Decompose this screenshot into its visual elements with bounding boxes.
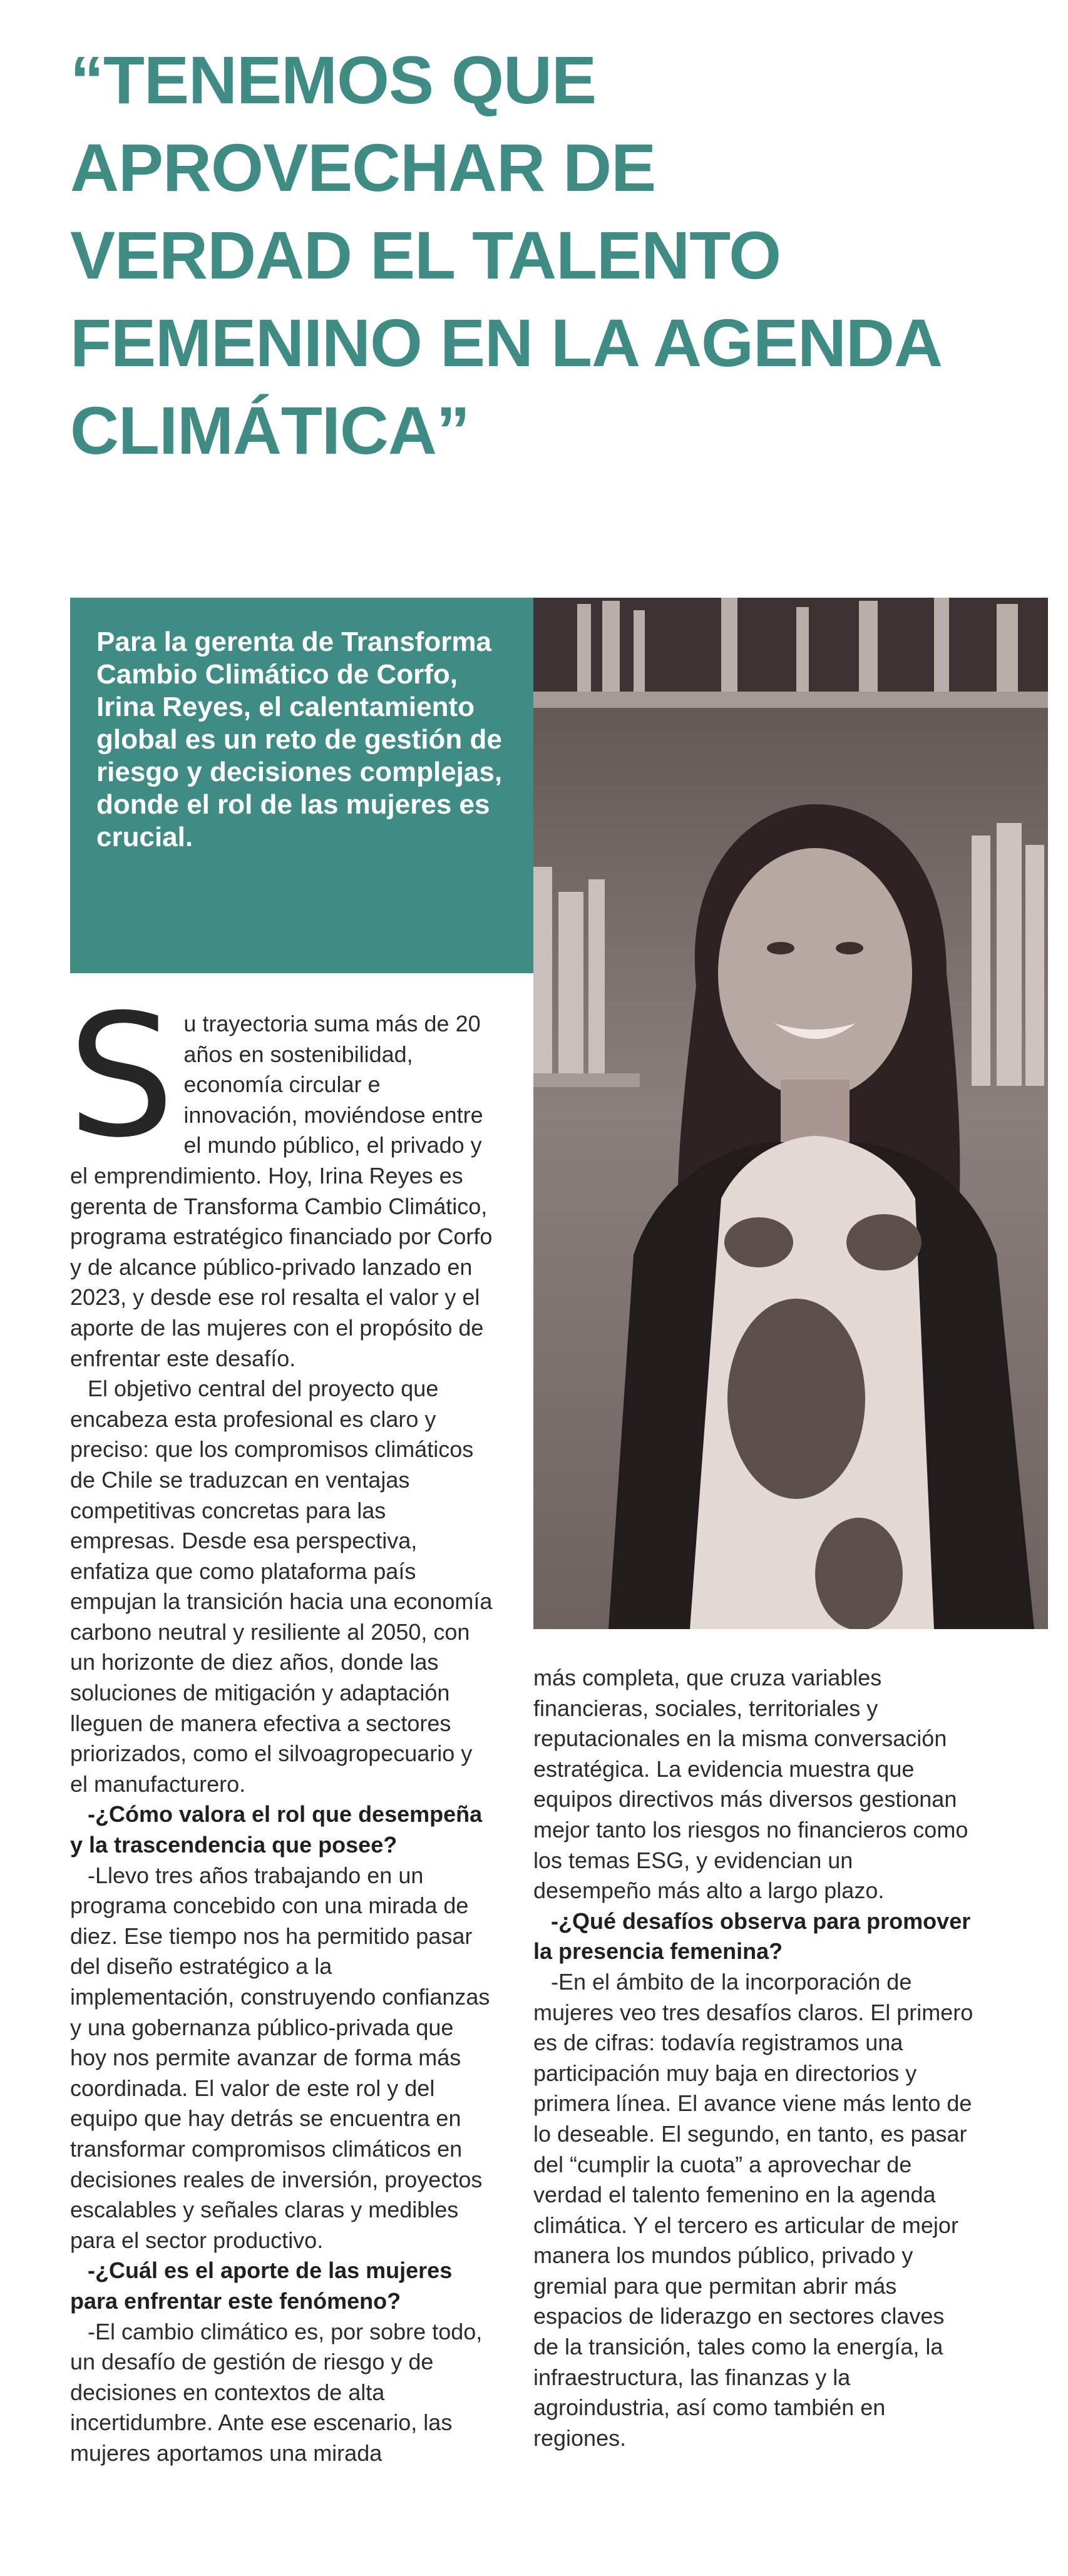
headline-line: VERDAD EL TALENTO <box>70 217 781 293</box>
interview-question: -¿Cuál es el aporte de las mujeres para enfrentar este fenómeno? <box>70 2257 453 2314</box>
interview-answer-continued: más completa, que cruza variables financieras, sociales, territoriales y reputacionales en la misma conversación estratégica. La evidencia muestra que equipos directivos más diversos gestionan mejor tanto los riesgos no financieros como los temas ESG, y evidencian un desempeño más alto a largo plazo. <box>533 1665 968 1904</box>
interview-answer: -Llevo tres años trabajando en un programa concebido con una mirada de diez. Ese tiempo nos ha permitido pasar del diseño estratégico a la implementación, construyendo confianzas y una gobernanza público-privada que hoy nos permite avanzar de forma más coordinada. El valor de este rol y del equipo que hay detrás se encuentra en transformar compromisos climáticos en decisiones reales de inversión, proyectos escalables y señales claras y medibles para el sector productivo. <box>70 1862 490 2253</box>
interview-question: -¿Cómo valora el rol que desempeña y la trascendencia que posee? <box>70 1801 483 1858</box>
portrait-illustration <box>533 598 1048 1629</box>
drop-cap: S <box>68 978 175 1175</box>
interview-answer: -En el ámbito de la incorporación de mujeres veo tres desafíos claros. El primero es de cifras: todavía registramos una participación muy baja en directorios y primera línea. El avance viene más lento de lo deseable. El segundo, en tanto, es pasar del “cumplir la cuota” a aprovechar de verdad el talento femenino en la agenda climática. Y el tercero es articular de mejor manera los mundos público, privado y gremial para que permitan abrir más espacios de liderazgo en sectores claves de la transición, tales como la energía, la infraestructura, las finanzas y la agroindustria, así como también en regiones. <box>533 1968 973 2451</box>
headline-line: FEMENINO EN LA AGENDA <box>70 305 943 381</box>
headline-line: APROVECHAR DE <box>70 130 656 205</box>
paragraph-intro <box>68 978 496 1374</box>
headline-line: “TENEMOS QUE <box>70 42 597 118</box>
headline <box>70 36 1047 474</box>
article-column-left <box>68 978 496 2469</box>
portrait-photo <box>533 598 1048 1629</box>
lead-text: Para la gerenta de Transforma Cambio Climático de Corfo, Irina Reyes, el calentamiento global es un reto de gestión de riesgo y decisiones complejas, donde el rol de las mujeres es crucial. <box>96 626 503 852</box>
article-column-right <box>533 1663 975 2453</box>
lead-box <box>70 598 533 973</box>
paragraph-intro-text: u trayectoria suma más de 20 años en sostenibilidad, economía circular e innovación, moviéndose entre el mundo público, el privado y el emprendimiento. Hoy, Irina Reyes es gerenta de Transforma Cambio Climático, programa estratégico financiado por Corfo y de alcance público-privado lanzado en 2023, y desde ese rol resalta el valor y el aporte de las mujeres con el propósito de enfrentar este desafío. <box>70 1011 493 1371</box>
interview-answer: -El cambio climático es, por sobre todo, un desafío de gestión de riesgo y de decisiones en contextos de alta incertidumbre. Ante ese escenario, las mujeres aportamos una mirada <box>70 2318 483 2466</box>
paragraph: El objetivo central del proyecto que encabeza esta profesional es claro y preciso: que los compromisos climáticos de Chile se traduzcan en ventajas competitivas concretas para las empresas. Desde esa perspectiva, enfatiza que como plataforma país empujan la transición hacia una economía carbono neutral y resiliente al 2050, con un horizonte de diez años, donde las soluciones de mitigación y adaptación lleguen de manera efectiva a sectores priorizados, como el silvoagropecuario y el manufacturero. <box>70 1376 493 1797</box>
interview-question: -¿Qué desafíos observa para promover la presencia femenina? <box>533 1908 971 1965</box>
headline-line: CLIMÁTICA” <box>70 392 470 468</box>
